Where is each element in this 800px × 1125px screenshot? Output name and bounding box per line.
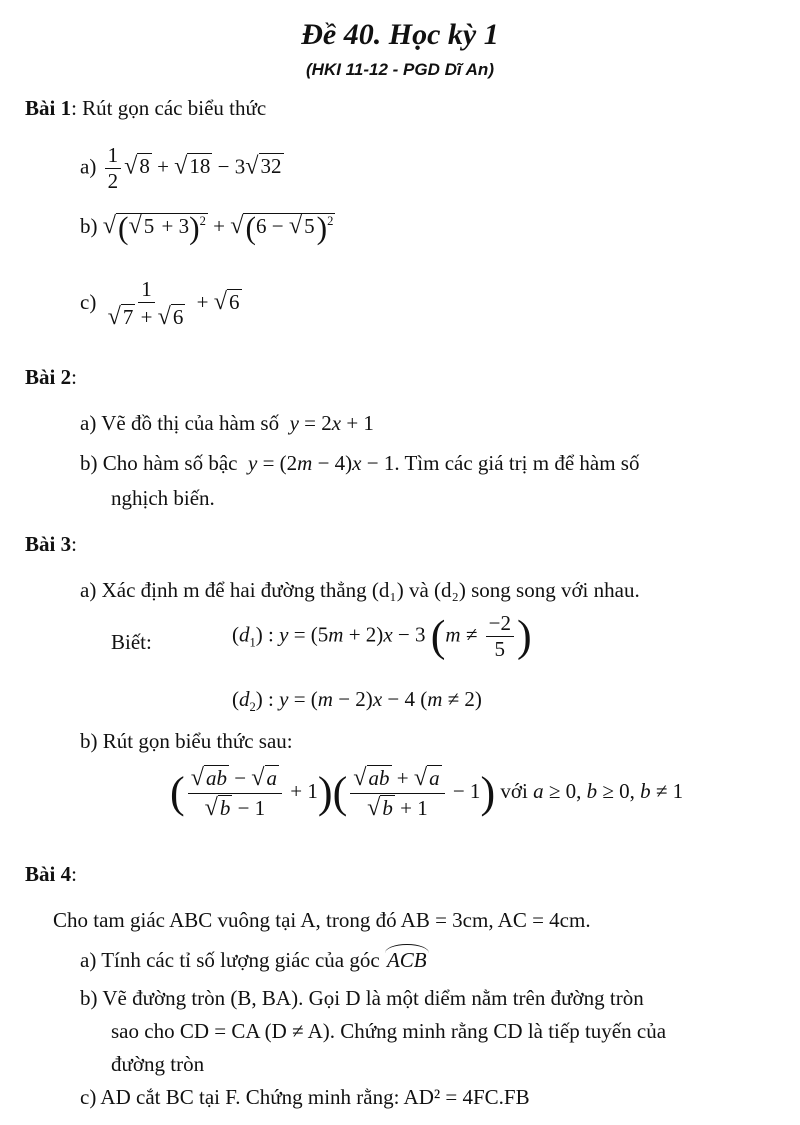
bai2-heading: Bài 2 [25,365,72,389]
bai4-item-b [80,986,644,1011]
bai3-b-expression: ( $\frac{√ab - √a}{√b - 1}$ + 1)( $\frac{√ab + √a}{√b + 1}$ − 1) với a ≥ 0, b ≥ 0, b ≠ 1 [170,764,684,821]
math-fraction: $\frac{1}{2}$ [105,144,122,193]
bai4-c-text: AD cắt BC tại F. Chứng minh rằng: AD² = 4FC.FB [100,1085,530,1109]
bai2-b-text-line2: nghịch biến. [111,486,215,510]
bai2-heading-line: Bài 2: [25,365,77,389]
bai4-item-c [80,1085,530,1110]
math-fraction: $\frac{1}{√7 + √6}$ [107,277,184,331]
bai2-a-label: a) [80,411,97,435]
bai4-b-line2: sao cho CD = CA (D ≠ A). Chứng minh rằng CD là tiếp tuyến của [111,1019,667,1043]
bai3-b-text: Rút gọn biểu thức sau: [102,729,293,753]
bai3-heading: Bài 3 [25,532,72,556]
bai3-a-text: Xác định m để hai đường thẳng (d₁) và (d₂) song song với nhau. [101,578,640,602]
bai2-item-b: b) Cho hàm số bậc y = (2m − 4)x − 1. Tìm các giá trị m để hàm số [80,451,640,475]
math-fraction: $\frac{√ab - √a}{√b - 1}$ [188,765,282,821]
page-title: Đề 40. Học kỳ 1 [301,18,499,51]
bai4-b-label: b) [80,986,98,1010]
bai1-expr-a: a) $\frac{1}{2}$ √8 + √18 − 3√32 [80,143,282,194]
bai2-a-text: Vẽ đồ thị của hàm số [101,411,280,435]
bai1-heading-line [25,96,266,121]
bai2-b-text-post: . Tìm các giá trị m để hàm số [394,451,640,475]
bai2-b-label: b) [80,451,98,475]
bai4-heading: Bài 4 [25,862,72,886]
bai3-b-condition-word: với [500,778,528,803]
bai4-intro: Cho tam giác ABC vuông tại A, trong đó AB = 3cm, AC = 4cm. [53,908,591,932]
math-fraction: $\frac{-2}{5}$ [486,612,514,661]
bai3-b-label: b) [80,729,98,753]
bai3-line-d2: $(d_2)$ : y = (m − 2)x − 4 (m ≠ 2) [232,687,482,715]
bai4-heading-line: Bài 4: [25,862,77,886]
bai3-known-label: Biết: [111,630,152,654]
bai1-expr-b: b) $√(√5 + 3)^2 + √(6 - √5)^2$ [80,210,334,246]
bai4-c-label: c) [80,1085,97,1109]
bai1-c-label: c) [80,290,97,315]
bai3-heading-line: Bài 3: [25,532,77,556]
bai3-a-label: a) [80,578,97,602]
bai4-a-label: a) [80,948,97,972]
bai4-b-line1: Vẽ đường tròn (B, BA). Gọi D là một diểm nằm trên đường tròn [102,986,644,1010]
bai4-b-line3: đường tròn [111,1052,205,1076]
bai3-line-d1: $(d_1)$ : y = (5m + 2)x − 3 (m ≠ $\frac{-2}{5}$ ) [232,611,532,662]
bai4-a-text: Tính các tỉ số lượng giác của góc [101,948,380,972]
math-fraction: $\frac{√ab + √a}{√b + 1}$ [350,765,444,821]
bai1-a-label: a) [80,154,97,179]
bai2-b-text-pre: Cho hàm số bậc [102,451,238,475]
bai1-intro: : Rút gọn các biểu thức [71,96,267,120]
bai4-item-a [80,948,429,973]
bai1-heading: Bài 1 [25,96,72,120]
bai3-item-a [80,578,640,603]
bai2-item-a: a) Vẽ đồ thị của hàm số y = 2x + 1 [80,411,374,435]
bai1-expr-c: c) $\frac{1}{√7 + √6}$ + √6 [80,277,240,331]
page-subtitle: (HKI 11-12 - PGD Dĩ An) [306,60,494,79]
angle-acb: ACB [386,948,427,972]
bai3-item-b [80,729,293,754]
bai1-b-label: b) [80,214,98,238]
